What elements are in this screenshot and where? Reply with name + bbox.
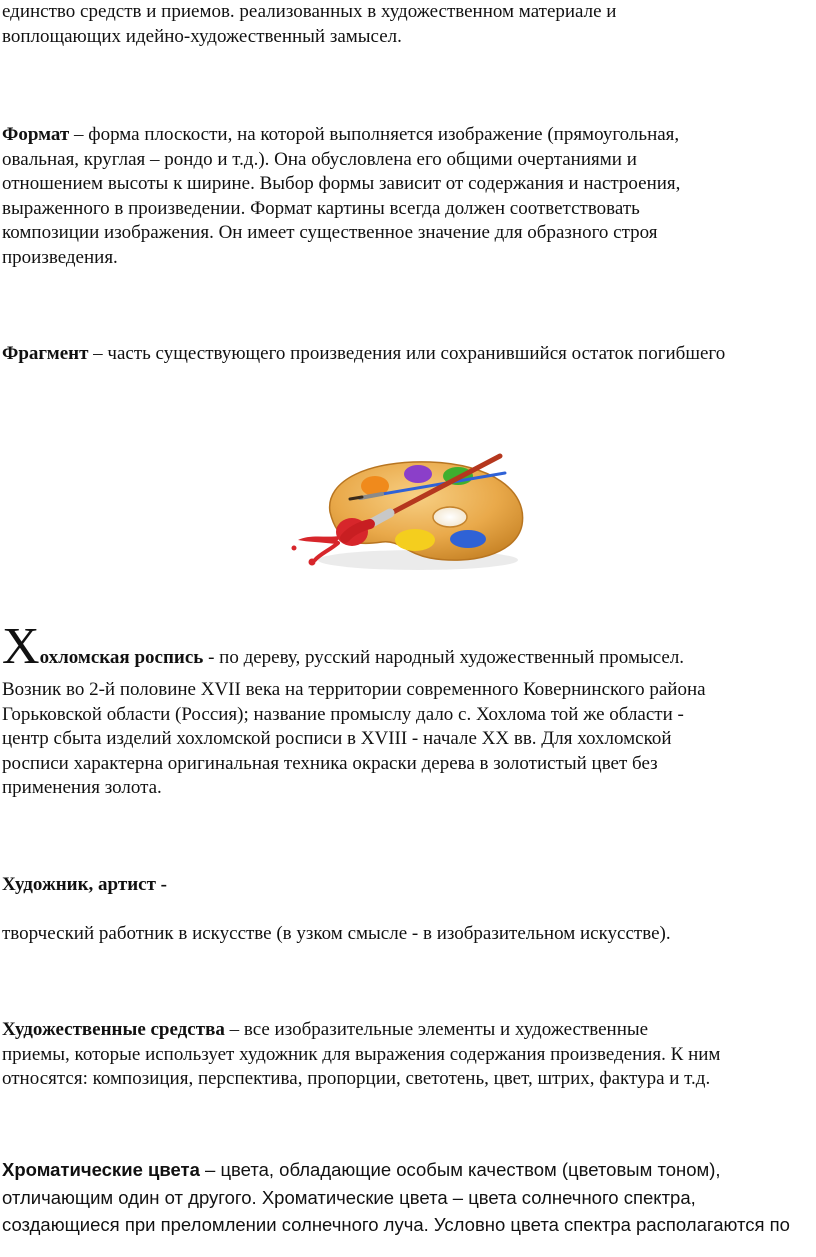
heading-artist bbox=[2, 873, 814, 898]
paragraph-fragment bbox=[2, 342, 814, 367]
dropcap-letter: Х bbox=[2, 618, 40, 675]
text-line: воплощающих идейно-художественный замысел. bbox=[2, 25, 402, 47]
text-line: создающиеся при преломлении солнечного луча. Условно цвета спектра располагаются по bbox=[2, 1214, 790, 1235]
paint-yellow bbox=[395, 529, 435, 551]
text-line: – цвета, обладающие особым качеством (цветовым тоном), bbox=[199, 1159, 721, 1180]
paragraph-means bbox=[2, 1018, 814, 1092]
text-line: росписи характерна оригинальная техника окраски дерева в золотистый цвет без bbox=[2, 752, 658, 774]
paragraph-khokhloma bbox=[2, 618, 814, 675]
text-line: отношением высоты к ширине. Выбор формы зависит от содержания и настроения, bbox=[2, 173, 681, 194]
text-line: – форма плоскости, на которой выполняется изображение (прямоугольная, bbox=[69, 124, 680, 145]
paragraph-format bbox=[2, 123, 814, 270]
paragraph-chromatic bbox=[2, 1156, 814, 1239]
paragraph-khokhloma-body bbox=[2, 678, 814, 801]
text-line: композиции изображения. Он имеет существенное значение для образного строя bbox=[2, 222, 658, 243]
text-line: произведения. bbox=[2, 246, 118, 268]
text-line: овальная, круглая – рондо и т.д.). Она обусловлена его общими очертаниями и bbox=[2, 148, 637, 170]
text-line: отличающим один от другого. Хроматические цвета – цвета солнечного спектра, bbox=[2, 1186, 696, 1208]
term-means: Художественные средства bbox=[2, 1019, 225, 1040]
term-format: Формат bbox=[2, 124, 70, 145]
text-line: приемы, которые использует художник для выражения содержания произведения. К ним bbox=[2, 1043, 721, 1065]
text-line: единство средств и приемов. реализованных в художественном материале и bbox=[2, 1, 617, 22]
paint-splash bbox=[298, 536, 340, 544]
text-line: Горьковской области (Россия); название промыслу дало с. Хохлома той же области - bbox=[2, 703, 684, 725]
term-chromatic: Хроматические цвета bbox=[2, 1159, 200, 1180]
paint-palette-icon bbox=[290, 450, 530, 580]
paint-drop bbox=[309, 559, 316, 566]
text-line: Возник во 2-й половине XVII века на территории современного Ковернинского района bbox=[2, 679, 706, 700]
paint-drop bbox=[292, 546, 297, 551]
text-line: – все изобразительные элементы и художественные bbox=[224, 1019, 649, 1040]
term-artist: Художник, артист - bbox=[2, 874, 167, 895]
text-line: творческий работник в искусстве (в узком смысле - в изобразительном искусстве). bbox=[2, 923, 671, 944]
text-line: относятся: композиция, перспектива, пропорции, светотень, цвет, штрих, фактура и т.д. bbox=[2, 1068, 711, 1089]
paragraph-intro bbox=[2, 0, 814, 49]
paint-blue bbox=[450, 530, 486, 548]
paint-purple bbox=[404, 465, 432, 483]
text-line: применения золота. bbox=[2, 777, 162, 798]
text-line: выраженного в произведении. Формат картины всегда должен соответствовать bbox=[2, 197, 640, 219]
brush-tip bbox=[350, 497, 362, 499]
paragraph-artist bbox=[2, 922, 814, 947]
thumb-hole bbox=[433, 507, 467, 527]
text-line: - по дереву, русский народный художественный промысел. bbox=[203, 647, 685, 668]
term-fragment: Фрагмент bbox=[2, 343, 89, 364]
text-line: центр сбыта изделий хохломской росписи в XVIII - начале XX вв. Для хохломской bbox=[2, 728, 672, 749]
text-line: – часть существующего произведения или сохранившийся остаток погибшего bbox=[88, 343, 726, 364]
term-khokhloma: охломская роспись bbox=[39, 647, 204, 668]
